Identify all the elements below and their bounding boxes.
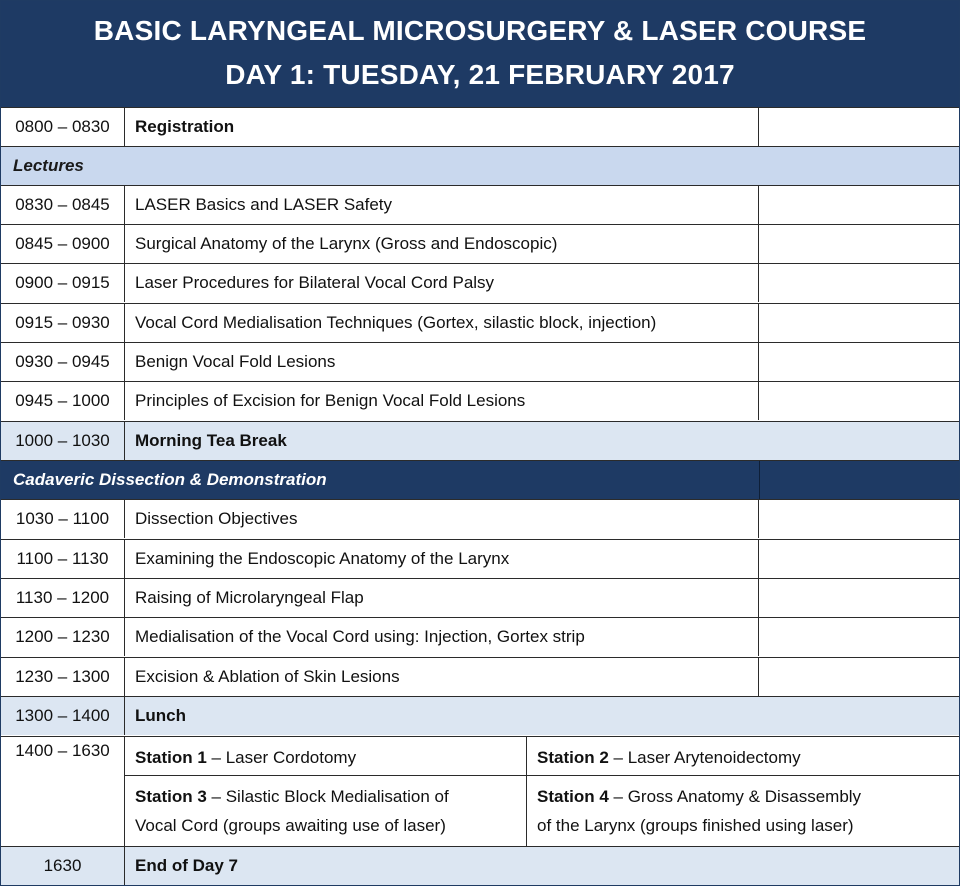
row-label: Registration — [125, 108, 759, 146]
station-3-title: Station 3 — [135, 787, 207, 806]
registration-row — [1, 107, 959, 146]
row-label: Raising of Microlaryngeal Flap — [125, 579, 759, 617]
row-time: 1300 – 1400 — [1, 697, 125, 735]
table-row — [1, 657, 959, 696]
table-row — [1, 381, 959, 420]
table-row — [1, 499, 959, 538]
station-2-text: – Laser Arytenoidectomy — [608, 748, 801, 767]
station-3-text-line2: Vocal Cord (groups awaiting use of laser) — [135, 816, 446, 835]
lunch-row — [1, 696, 959, 735]
station-3-cell — [125, 776, 527, 847]
row-label: Lunch — [135, 706, 186, 725]
section-label: Cadaveric Dissection & Demonstration — [13, 470, 327, 489]
table-row — [1, 185, 959, 224]
stations-block — [1, 736, 959, 846]
table-row — [1, 303, 959, 342]
row-time: 1630 — [1, 847, 125, 885]
schedule-header — [1, 1, 959, 107]
row-label: End of Day 7 — [135, 856, 238, 875]
row-extra-cell — [759, 579, 959, 617]
row-time: 0800 – 0830 — [1, 108, 125, 146]
row-extra-cell — [759, 500, 959, 538]
station-3-text: – Silastic Block Medialisation of — [206, 787, 449, 806]
station-2-title: Station 2 — [537, 748, 609, 767]
station-1-cell — [125, 737, 527, 776]
row-time: 0945 – 1000 — [1, 382, 125, 420]
station-4-cell — [527, 776, 959, 847]
row-extra-cell — [759, 225, 959, 263]
day-subtitle: DAY 1: TUESDAY, 21 FEBRUARY 2017 — [225, 59, 735, 90]
row-label: Morning Tea Break — [135, 431, 287, 450]
row-extra-cell — [759, 658, 959, 696]
row-extra-cell — [759, 618, 959, 656]
table-row — [1, 224, 959, 263]
row-time: 0900 – 0915 — [1, 264, 125, 302]
row-extra-cell — [759, 382, 959, 420]
station-4-title: Station 4 — [537, 787, 609, 806]
table-row — [1, 617, 959, 656]
table-row — [1, 539, 959, 578]
row-extra-cell — [759, 540, 959, 578]
row-label: Vocal Cord Medialisation Techniques (Gortex, silastic block, injection) — [125, 304, 759, 342]
section-divider — [759, 461, 760, 499]
row-extra-cell — [759, 264, 959, 302]
station-4-text: – Gross Anatomy & Disassembly — [608, 787, 862, 806]
row-label: LASER Basics and LASER Safety — [125, 186, 759, 224]
section-lectures: Lectures — [1, 146, 959, 185]
row-label: Benign Vocal Fold Lesions — [125, 343, 759, 381]
row-label: Medialisation of the Vocal Cord using: Injection, Gortex strip — [125, 618, 759, 656]
row-label: Examining the Endoscopic Anatomy of the Larynx — [125, 540, 759, 578]
row-label: Laser Procedures for Bilateral Vocal Cord Palsy — [125, 264, 759, 302]
table-row — [1, 263, 959, 302]
station-4-text-line2: of the Larynx (groups finished using laser) — [537, 816, 854, 835]
row-label: Excision & Ablation of Skin Lesions — [125, 658, 759, 696]
section-cadaveric — [1, 460, 959, 499]
table-row — [1, 578, 959, 617]
row-time: 1130 – 1200 — [1, 579, 125, 617]
row-extra-cell — [759, 304, 959, 342]
course-title: BASIC LARYNGEAL MICROSURGERY & LASER COURSE — [93, 15, 867, 46]
row-label: Surgical Anatomy of the Larynx (Gross and Endoscopic) — [125, 225, 759, 263]
station-2-cell — [527, 737, 959, 776]
stations-time: 1400 – 1630 — [1, 737, 125, 846]
row-extra-cell — [759, 343, 959, 381]
row-label: Dissection Objectives — [125, 500, 759, 538]
station-1-text: – Laser Cordotomy — [206, 748, 357, 767]
row-extra-cell — [759, 186, 959, 224]
row-time: 1030 – 1100 — [1, 500, 125, 538]
row-time: 1200 – 1230 — [1, 618, 125, 656]
row-time: 0915 – 0930 — [1, 304, 125, 342]
table-row — [1, 342, 959, 381]
row-extra-cell — [759, 108, 959, 146]
row-time: 1230 – 1300 — [1, 658, 125, 696]
row-time: 0930 – 0945 — [1, 343, 125, 381]
row-label: Principles of Excision for Benign Vocal Fold Lesions — [125, 382, 759, 420]
row-time: 1100 – 1130 — [1, 540, 125, 578]
tea-break-row — [1, 421, 959, 460]
station-1-title: Station 1 — [135, 748, 207, 767]
row-time: 0845 – 0900 — [1, 225, 125, 263]
row-time: 0830 – 0845 — [1, 186, 125, 224]
row-time: 1000 – 1030 — [1, 422, 125, 460]
end-of-day-row — [1, 846, 959, 885]
